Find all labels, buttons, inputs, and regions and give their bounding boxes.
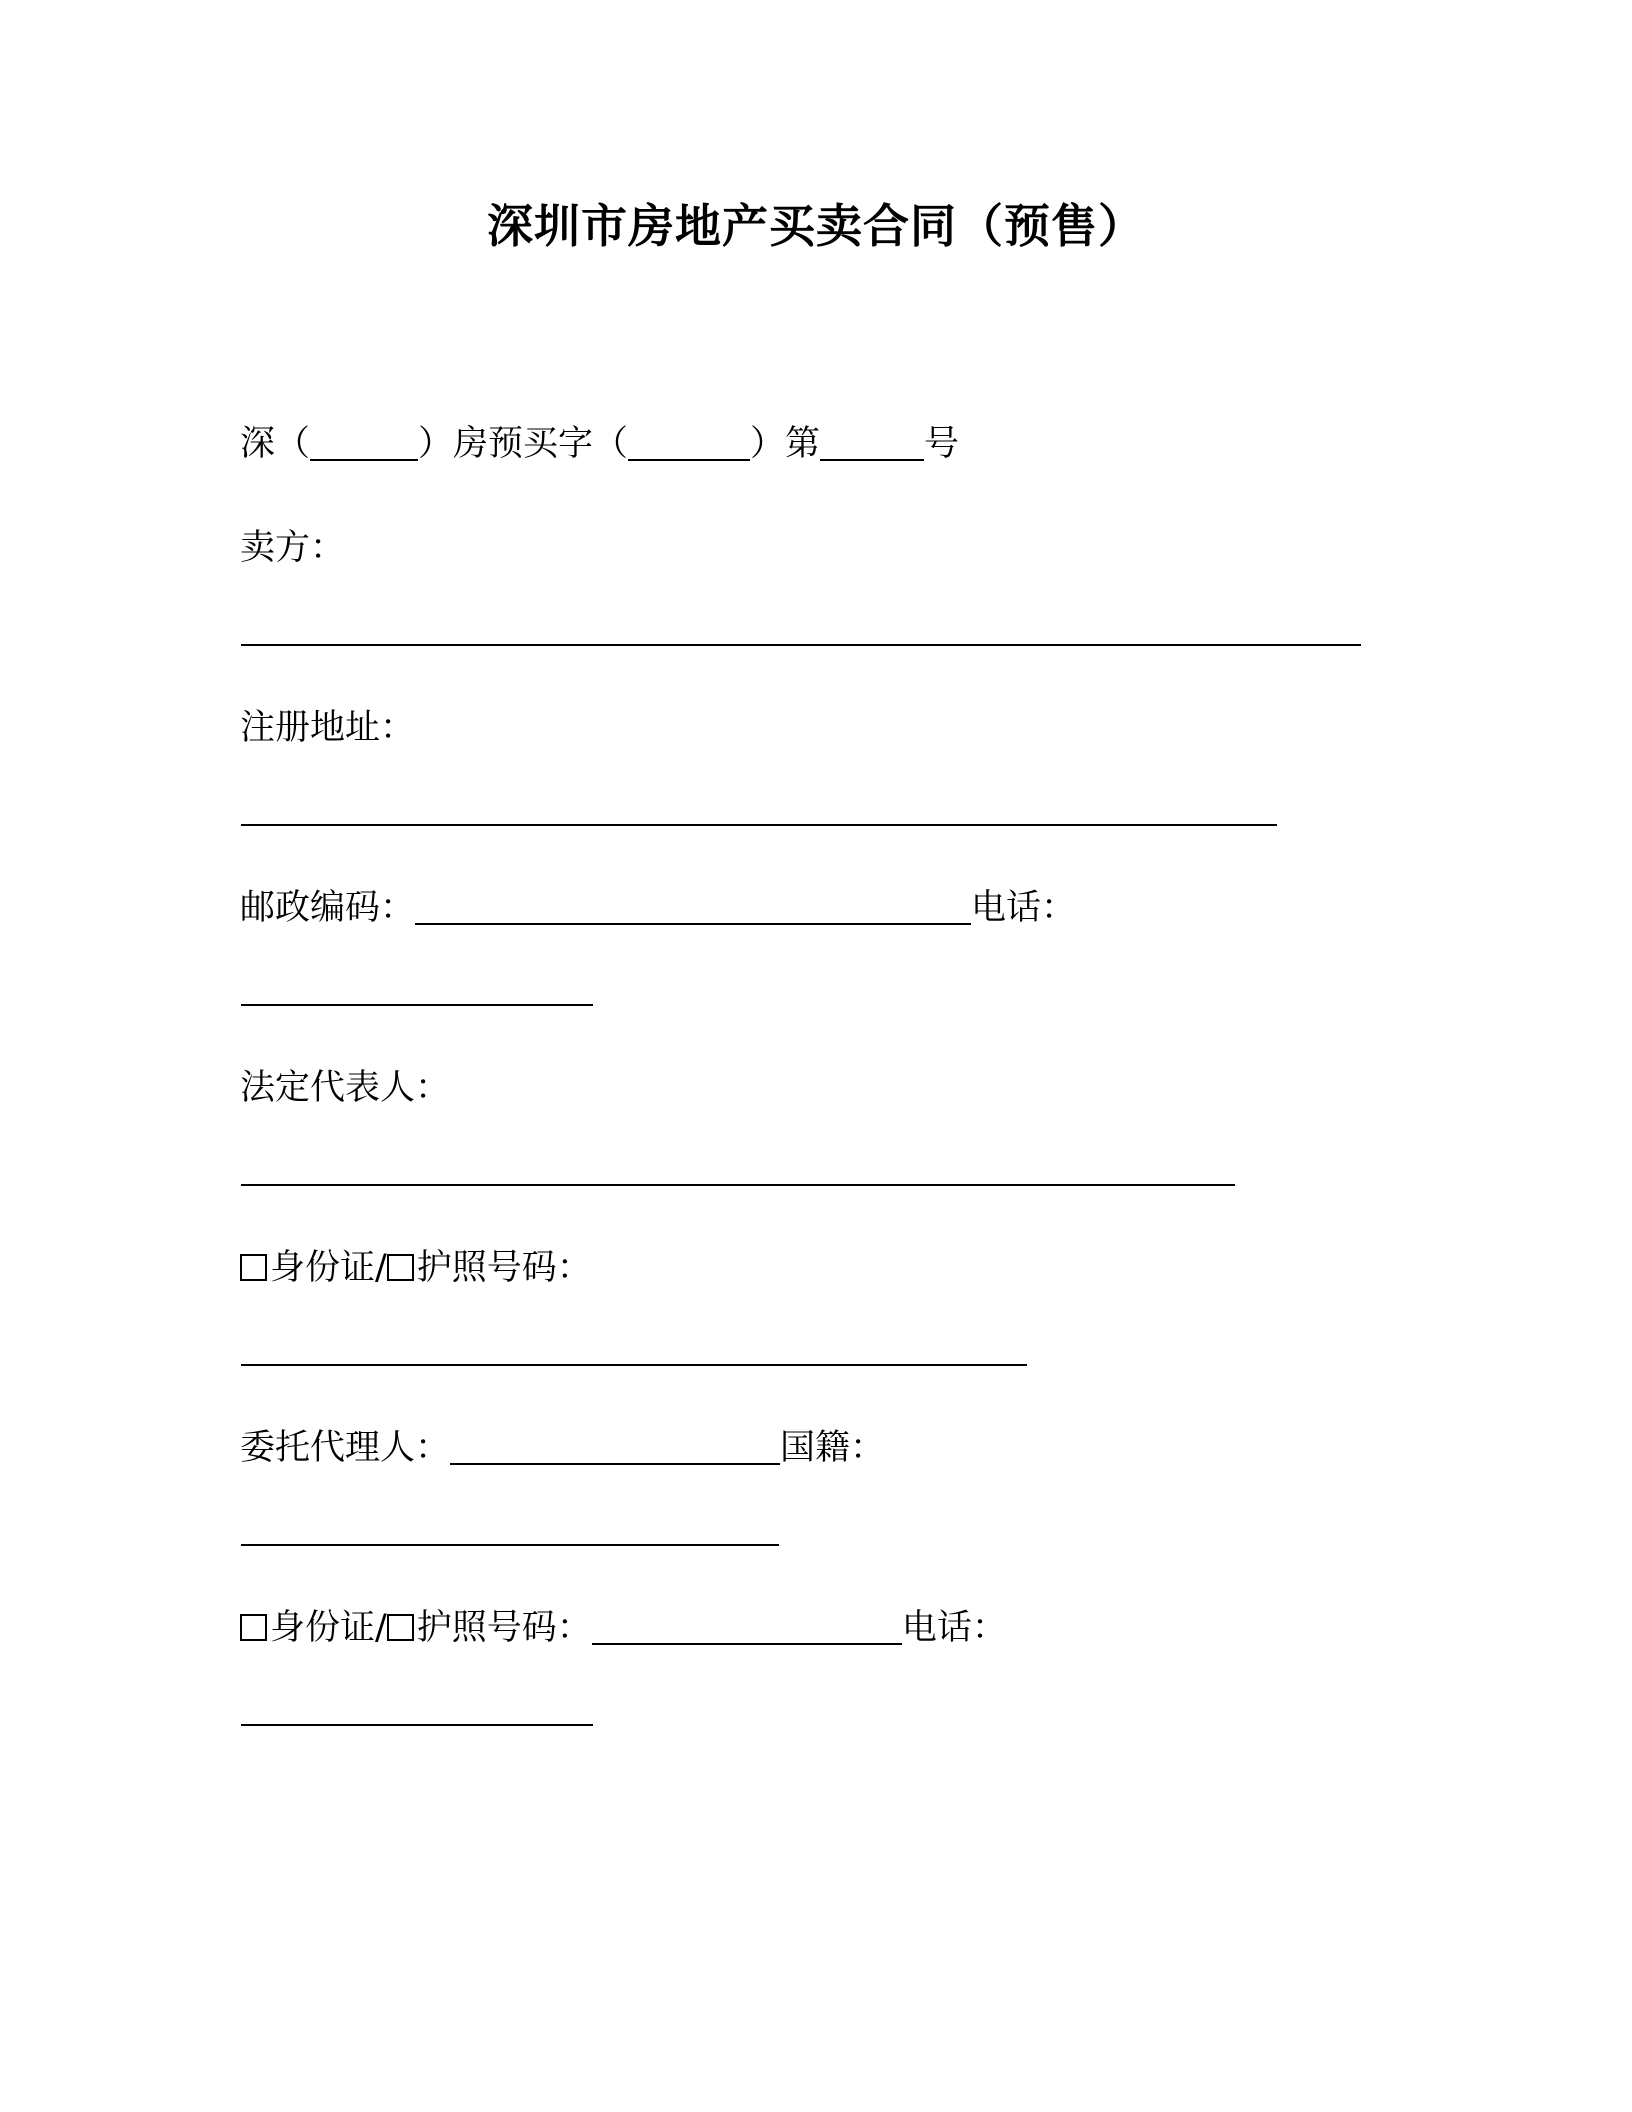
seller-phone-field[interactable]: [241, 1004, 593, 1006]
registered-address-label: 注册地址：: [240, 708, 416, 748]
reference-suffix: 号: [924, 424, 960, 464]
legal-rep-id-line: [240, 1244, 592, 1292]
agent-phone-label: 电话：: [901, 1608, 1007, 1648]
postal-code-field[interactable]: [415, 889, 971, 925]
legal-representative-field[interactable]: [241, 1184, 1235, 1186]
agent-passport-checkbox[interactable]: [387, 1614, 414, 1641]
passport-checkbox[interactable]: [387, 1254, 414, 1281]
agent-label: 委托代理人：: [240, 1428, 451, 1468]
reference-prefix: 深（: [240, 424, 311, 464]
agent-id-card-checkbox[interactable]: [240, 1614, 267, 1641]
reference-middle-1: ）房预买字（: [418, 424, 629, 464]
agent-id-field[interactable]: [592, 1609, 902, 1645]
seller-field[interactable]: [241, 644, 1361, 646]
agent-passport-label: 护照号码：: [416, 1608, 592, 1648]
nationality-label: 国籍：: [780, 1428, 886, 1468]
seller-phone-label: 电话：: [971, 888, 1077, 928]
reference-middle-2: ）第: [750, 424, 821, 464]
id-card-checkbox[interactable]: [240, 1254, 267, 1281]
legal-rep-id-field[interactable]: [241, 1364, 1027, 1366]
reference-blank-1[interactable]: [310, 425, 418, 461]
agent-line: [240, 1424, 885, 1472]
postal-code-label: 邮政编码：: [240, 888, 416, 928]
agent-phone-field[interactable]: [241, 1724, 593, 1726]
agent-field[interactable]: [450, 1429, 780, 1465]
registered-address-field[interactable]: [241, 824, 1277, 826]
seller-label: 卖方：: [240, 528, 346, 568]
agent-id-line: [240, 1604, 1007, 1652]
id-card-label: 身份证/: [270, 1248, 387, 1288]
postal-code-line: [240, 884, 1076, 932]
reference-blank-3[interactable]: [820, 425, 924, 461]
reference-number-line: [240, 420, 959, 468]
agent-id-card-label: 身份证/: [270, 1608, 387, 1648]
nationality-field[interactable]: [241, 1544, 779, 1546]
passport-label: 护照号码：: [416, 1248, 592, 1288]
reference-blank-2[interactable]: [628, 425, 750, 461]
document-title: 深圳市房地产买卖合同（预售）: [487, 199, 1145, 253]
legal-representative-label: 法定代表人：: [240, 1068, 451, 1108]
